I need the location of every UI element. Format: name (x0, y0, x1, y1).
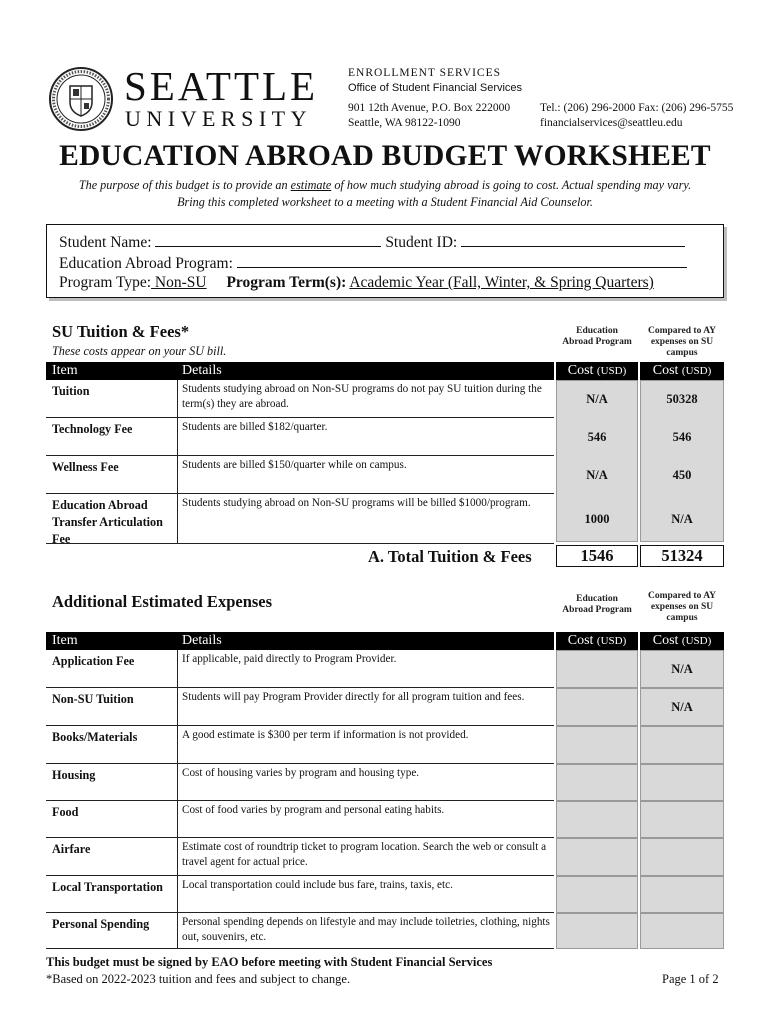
contact-email: financialservices@seattleu.edu (540, 117, 683, 129)
student-name-field[interactable] (155, 234, 381, 247)
table-row (46, 494, 554, 544)
program-cost-input[interactable] (556, 688, 638, 726)
program-cost-input[interactable] (556, 913, 638, 949)
row-details: Estimate cost of roundtrip ticket to program location. Search the web or consult a travel agent for actual price. (182, 841, 547, 868)
program-type-label: Program Type: (59, 274, 152, 291)
program-term-value[interactable]: Academic Year (Fall, Winter, & Spring Quarters) (349, 274, 654, 291)
row-details: Cost of housing varies by program and housing type. (182, 767, 420, 779)
program-type-value[interactable]: Non-SU (151, 274, 207, 291)
technology-fee-value-program[interactable]: 546 (587, 430, 607, 444)
student-info-box (46, 224, 724, 298)
tuition-value-compare: 50328 (666, 392, 698, 406)
row-details: Personal spending depends on lifestyle and may include toiletries, clothing, nights out, souvenirs, etc. (182, 916, 550, 943)
compare-cost-cell (640, 726, 724, 764)
row-item: Wellness Fee (52, 460, 119, 474)
program-type-line (59, 275, 654, 291)
compare-cost-cell (640, 801, 724, 838)
row-item: Education Abroad Transfer Articulation Fee (52, 498, 163, 546)
student-name-label: Student Name: (59, 234, 152, 251)
program-term-label: Program Term(s): (226, 274, 347, 291)
compare-cost-cell (640, 876, 724, 913)
compare-cost-cell (640, 913, 724, 949)
row-details: Cost of food varies by program and personal eating habits. (182, 804, 445, 816)
table-row (46, 913, 554, 949)
table-row (46, 456, 554, 494)
expenses-col-compare: Compared to AY expenses on SU campus (647, 591, 717, 623)
program-line (59, 255, 687, 272)
signature-note: This budget must be signed by EAO before meeting with Student Financial Services (46, 955, 493, 969)
tuition-col-details: Details (182, 363, 222, 378)
page-title: EDUCATION ABROAD BUDGET WORKSHEET (59, 140, 711, 172)
row-details: Local transportation could include bus fare, trains, taxis, etc. (182, 879, 453, 891)
row-item: Application Fee (52, 654, 135, 668)
tuition-cost-header-compare: Cost (USD) (640, 362, 724, 380)
student-name-line (59, 234, 685, 251)
total-tuition-compare: 51324 (640, 545, 724, 567)
expenses-cost-header-compare: Cost (USD) (640, 632, 724, 650)
compare-cost-value: N/A (671, 662, 693, 676)
page-number: Page 1 of 2 (662, 972, 719, 986)
row-details: Students are billed $150/quarter while on campus. (182, 459, 407, 471)
compare-cost-value: N/A (671, 700, 693, 714)
expenses-header-bar (46, 632, 554, 650)
technology-fee-value-compare: 546 (672, 430, 692, 444)
compare-cost-cell (640, 764, 724, 801)
row-details: Students will pay Program Provider directly for all program tuition and fees. (182, 691, 525, 703)
tuition-section-title: SU Tuition & Fees* (52, 322, 190, 341)
tuition-col-program: Education Abroad Program (562, 326, 632, 347)
tuition-value-program[interactable]: N/A (586, 392, 608, 406)
logo-university-name: SEATTLE (124, 63, 319, 109)
letterhead (48, 62, 738, 140)
intro-line-1: The purpose of this budget is to provide an estimate of how much studying abroad is going to cost. Actual spending may vary. (78, 178, 692, 192)
program-label: Education Abroad Program: (59, 255, 233, 272)
row-details: Students studying abroad on Non-SU programs will be billed $1000/program. (182, 497, 531, 509)
row-item: Tuition (52, 384, 90, 398)
program-cost-input[interactable] (556, 876, 638, 913)
program-cost-input[interactable] (556, 801, 638, 838)
tuition-col-compare: Compared to AY expenses on SU campus (647, 326, 717, 358)
row-details: Students are billed $182/quarter. (182, 421, 328, 433)
table-row (46, 801, 554, 838)
table-row (46, 688, 554, 726)
expenses-col-details: Details (182, 633, 222, 648)
row-item: Local Transportation (52, 880, 163, 894)
tuition-header-bar (46, 362, 554, 380)
row-item: Personal Spending (52, 917, 150, 931)
row-item: Non-SU Tuition (52, 692, 134, 706)
table-row (46, 876, 554, 913)
table-row (46, 650, 554, 688)
row-item: Airfare (52, 842, 91, 856)
transfer-fee-value-program[interactable]: 1000 (584, 512, 610, 526)
program-cost-input[interactable] (556, 838, 638, 876)
program-cost-input[interactable] (556, 650, 638, 688)
row-item: Books/Materials (52, 730, 138, 744)
footnote: *Based on 2022-2023 tuition and fees and subject to change. (46, 972, 351, 986)
row-details: If applicable, paid directly to Program Provider. (182, 653, 397, 665)
total-tuition-program: 1546 (556, 545, 638, 567)
row-details: Students studying abroad on Non-SU programs do not pay SU tuition during the term(s) they are abroad. (182, 383, 542, 410)
row-details: A good estimate is $300 per term if information is not provided. (182, 729, 469, 741)
student-id-field[interactable] (461, 234, 685, 247)
program-field[interactable] (237, 255, 687, 268)
tuition-cost-header-program: Cost (USD) (556, 362, 638, 380)
wellness-fee-value-program[interactable]: N/A (586, 468, 608, 482)
tuition-section-subtitle: These costs appear on your SU bill. (52, 344, 227, 358)
expenses-col-program: Education Abroad Program (562, 594, 632, 615)
wellness-fee-value-compare: 450 (672, 468, 692, 482)
compare-cost-cell (640, 838, 724, 876)
expenses-section-title: Additional Estimated Expenses (52, 592, 273, 611)
phone-fax: Tel.: (206) 296-2000 Fax: (206) 296-5755 (540, 102, 734, 114)
address-line-2: Seattle, WA 98122-1090 (348, 117, 461, 129)
row-item: Housing (52, 768, 96, 782)
address-line-1: 901 12th Avenue, P.O. Box 222000 (348, 102, 511, 114)
table-row (46, 764, 554, 801)
transfer-fee-value-compare: N/A (671, 512, 693, 526)
table-row (46, 838, 554, 876)
logo-university-word: UNIVERSITY (125, 106, 312, 131)
table-row (46, 726, 554, 764)
department-name: ENROLLMENT SERVICES (348, 67, 501, 79)
table-row (46, 380, 554, 418)
total-tuition-label: A. Total Tuition & Fees (368, 547, 532, 566)
program-cost-input[interactable] (556, 726, 638, 764)
program-cost-input[interactable] (556, 764, 638, 801)
expenses-col-item: Item (52, 633, 78, 648)
office-name: Office of Student Financial Services (348, 82, 523, 94)
intro-line-2: Bring this completed worksheet to a meeting with a Student Financial Aid Counselor. (177, 195, 593, 209)
row-item: Food (52, 805, 79, 819)
expenses-cost-header-program: Cost (USD) (556, 632, 638, 650)
row-item: Technology Fee (52, 422, 133, 436)
tuition-col-item: Item (52, 363, 78, 378)
university-seal-icon (48, 66, 114, 132)
table-row (46, 418, 554, 456)
student-id-label: Student ID: (385, 234, 458, 251)
